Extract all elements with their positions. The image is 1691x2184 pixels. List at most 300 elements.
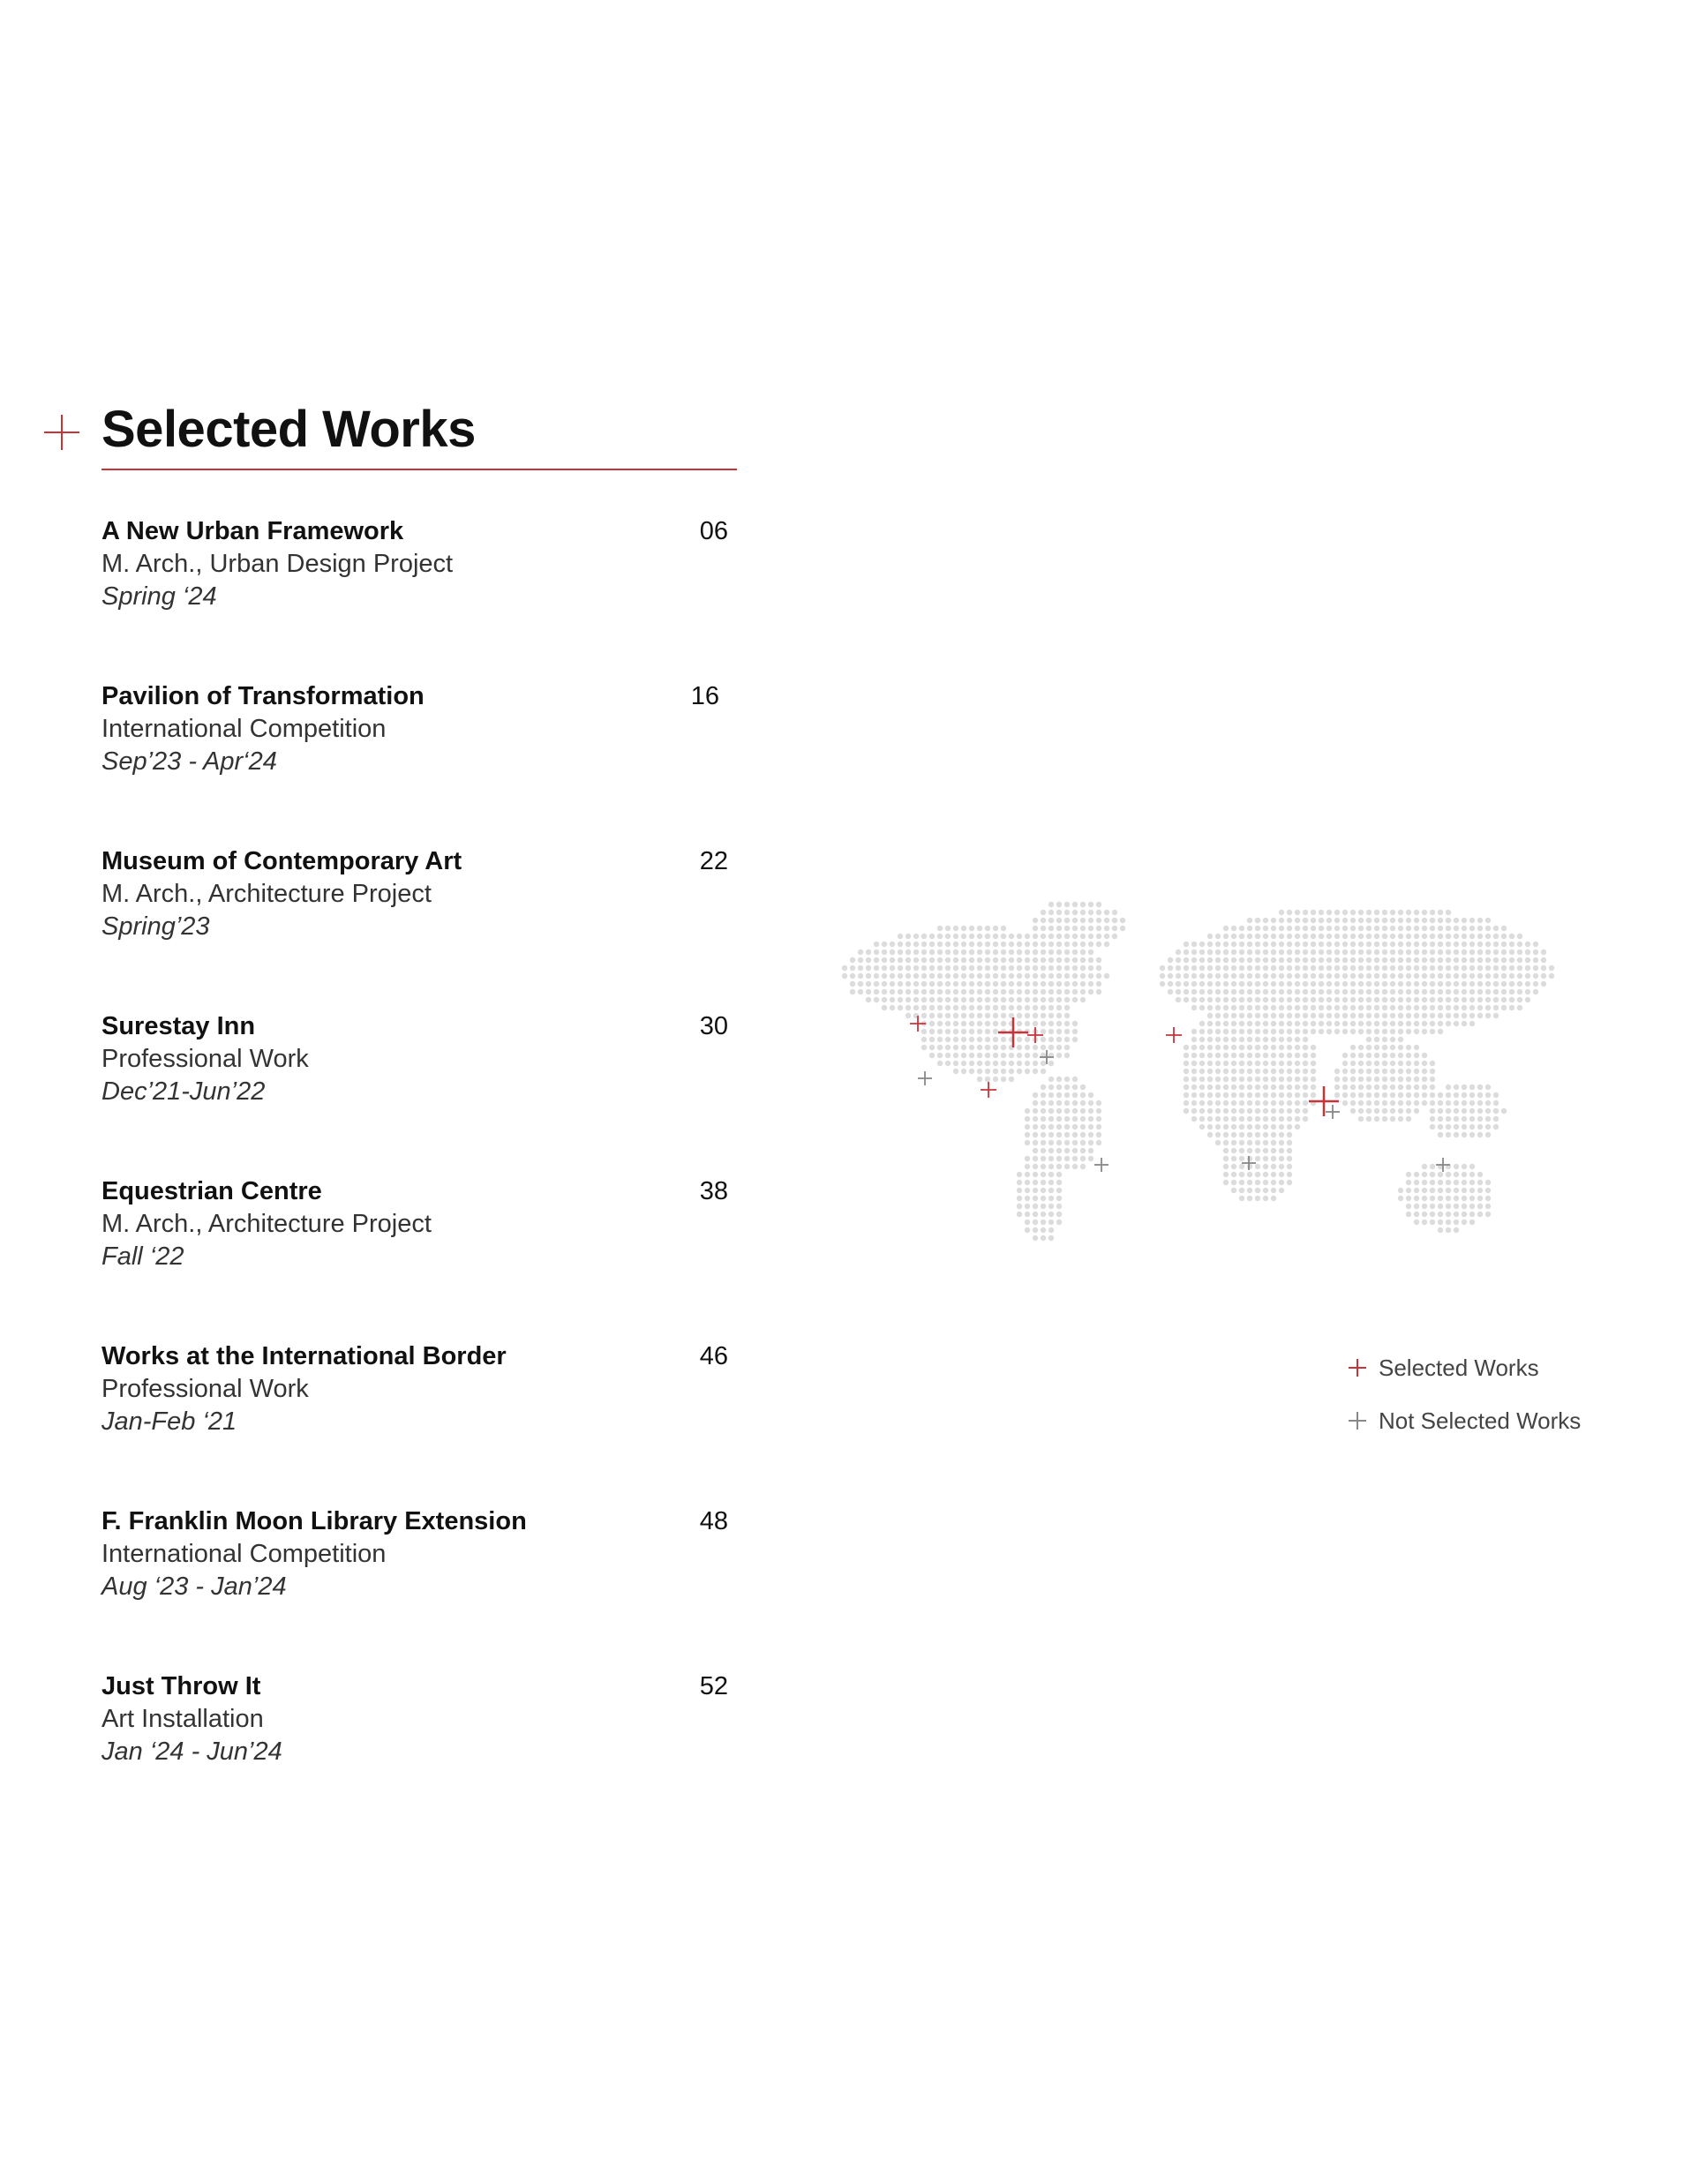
- map-dot: [1184, 1077, 1189, 1082]
- map-dot: [1303, 981, 1308, 987]
- map-dot: [1279, 981, 1284, 987]
- map-dot: [1446, 1204, 1451, 1209]
- map-dot: [1080, 910, 1086, 915]
- map-dot: [1446, 989, 1451, 994]
- work-item[interactable]: [101, 1175, 737, 1340]
- map-dot: [1295, 1029, 1300, 1034]
- map-dot: [1207, 997, 1213, 1002]
- map-dot: [1239, 1156, 1244, 1161]
- map-dot: [1430, 934, 1435, 939]
- map-dot: [1287, 1180, 1292, 1185]
- map-dot: [1207, 1053, 1213, 1058]
- map-dot: [1374, 973, 1379, 979]
- map-dot: [1390, 910, 1395, 915]
- map-dot: [1446, 965, 1451, 971]
- map-dot: [1422, 981, 1427, 987]
- map-dot: [882, 981, 887, 987]
- map-dot: [1350, 1069, 1356, 1074]
- map-dot: [866, 949, 871, 955]
- map-dot: [985, 1077, 990, 1082]
- map-dot: [1406, 934, 1411, 939]
- map-dot: [1287, 949, 1292, 955]
- map-dot: [1056, 926, 1062, 931]
- map-dot: [1422, 1069, 1427, 1074]
- map-dot: [1438, 957, 1443, 963]
- map-dot: [929, 1005, 935, 1010]
- map-dot: [1239, 957, 1244, 963]
- map-dot: [1025, 1140, 1030, 1145]
- map-dot: [1358, 949, 1364, 955]
- map-dot: [1279, 1061, 1284, 1066]
- map-dot: [1462, 973, 1467, 979]
- map-dot: [1263, 1164, 1268, 1169]
- map-dot: [898, 934, 903, 939]
- map-dot: [1374, 981, 1379, 987]
- map-dot: [1485, 1188, 1491, 1193]
- map-dot: [1048, 1164, 1054, 1169]
- map-dot: [1271, 1196, 1276, 1201]
- map-dot: [1541, 965, 1546, 971]
- map-dot: [1009, 989, 1014, 994]
- map-dot: [1485, 1005, 1491, 1010]
- map-dot: [1493, 989, 1499, 994]
- work-type: Art Installation: [101, 1705, 264, 1733]
- map-dot: [1191, 1069, 1197, 1074]
- map-dot: [993, 934, 998, 939]
- map-dot: [1064, 918, 1070, 923]
- map-dot: [1358, 1092, 1364, 1098]
- map-dot: [929, 942, 935, 947]
- map-dot: [1398, 1037, 1403, 1042]
- map-dot: [1247, 934, 1252, 939]
- map-dot: [1247, 949, 1252, 955]
- map-dot: [1247, 1092, 1252, 1098]
- map-dot: [1342, 926, 1348, 931]
- map-dot: [1017, 1021, 1022, 1026]
- map-dot: [1358, 910, 1364, 915]
- map-dot: [1056, 1188, 1062, 1193]
- map-dot: [1446, 942, 1451, 947]
- map-dot: [1001, 965, 1006, 971]
- map-dot: [1493, 1116, 1499, 1122]
- map-dot: [1422, 989, 1427, 994]
- map-dot: [1366, 1100, 1372, 1106]
- map-dot: [1311, 1005, 1316, 1010]
- map-dot: [1350, 910, 1356, 915]
- map-dot: [1199, 973, 1205, 979]
- map-dot: [1064, 1092, 1070, 1098]
- map-dot: [1064, 981, 1070, 987]
- map-dot: [1469, 1100, 1475, 1106]
- map-dot: [1398, 1069, 1403, 1074]
- map-dot: [1350, 957, 1356, 963]
- map-dot: [1446, 949, 1451, 955]
- map-dot: [1462, 1204, 1467, 1209]
- map-dot: [1080, 934, 1086, 939]
- work-item[interactable]: [101, 1505, 737, 1670]
- map-dot: [1406, 1061, 1411, 1066]
- map-dot: [1422, 1100, 1427, 1106]
- map-dot: [1509, 965, 1514, 971]
- map-dot: [1239, 1077, 1244, 1082]
- map-dot: [1056, 957, 1062, 963]
- map-dot: [1199, 1116, 1205, 1122]
- work-item[interactable]: [101, 515, 737, 680]
- map-dot: [1398, 926, 1403, 931]
- map-dot: [1271, 1005, 1276, 1010]
- map-dot: [1366, 949, 1372, 955]
- work-item[interactable]: [101, 845, 737, 1010]
- map-dot: [1446, 1188, 1451, 1193]
- map-dot: [1390, 1029, 1395, 1034]
- map-dot: [1184, 942, 1189, 947]
- map-dot: [1223, 1053, 1229, 1058]
- work-item[interactable]: [101, 1670, 737, 1835]
- map-dot: [985, 1005, 990, 1010]
- map-dot: [961, 1069, 966, 1074]
- map-dot: [1390, 1077, 1395, 1082]
- map-dot: [906, 965, 911, 971]
- map-dot: [1398, 918, 1403, 923]
- map-dot: [1382, 926, 1387, 931]
- map-dot: [1263, 926, 1268, 931]
- map-dot: [1088, 934, 1094, 939]
- map-dot: [1446, 973, 1451, 979]
- map-dot: [985, 934, 990, 939]
- map-dot: [1406, 1045, 1411, 1050]
- map-dot: [1342, 1021, 1348, 1026]
- map-dot: [1366, 918, 1372, 923]
- map-dot: [1462, 1092, 1467, 1098]
- map-dot: [882, 942, 887, 947]
- map-dot: [1398, 1092, 1403, 1098]
- map-dot: [1255, 1045, 1260, 1050]
- map-dot: [1438, 934, 1443, 939]
- map-dot: [1041, 1005, 1046, 1010]
- map-dot: [1271, 918, 1276, 923]
- map-dot: [1048, 1116, 1054, 1122]
- map-dot: [929, 989, 935, 994]
- map-dot: [1414, 1180, 1419, 1185]
- map-dot: [1056, 997, 1062, 1002]
- map-dot: [1414, 981, 1419, 987]
- map-dot: [1017, 934, 1022, 939]
- map-dot: [1398, 981, 1403, 987]
- map-dot: [993, 1021, 998, 1026]
- map-dot: [1231, 1148, 1236, 1153]
- map-dot: [1041, 1061, 1046, 1066]
- map-dot: [1048, 1172, 1054, 1177]
- map-dot: [1033, 1164, 1038, 1169]
- map-dot: [1303, 1053, 1308, 1058]
- map-dot: [921, 957, 927, 963]
- map-dot: [945, 997, 951, 1002]
- map-dot: [1025, 1164, 1030, 1169]
- not-selected-work-marker: [918, 1071, 932, 1085]
- map-dot: [1199, 1053, 1205, 1058]
- map-dot: [1350, 918, 1356, 923]
- map-dot: [1056, 1212, 1062, 1217]
- map-dot: [921, 1005, 927, 1010]
- map-dot: [1446, 1180, 1451, 1185]
- map-dot: [1334, 981, 1340, 987]
- work-item[interactable]: [101, 1010, 737, 1175]
- map-dot: [1485, 1108, 1491, 1114]
- map-dot: [1033, 1156, 1038, 1161]
- map-dot: [1263, 942, 1268, 947]
- map-dot: [1017, 949, 1022, 955]
- map-dot: [1358, 1021, 1364, 1026]
- map-dot: [1334, 1069, 1340, 1074]
- map-dot: [1223, 957, 1229, 963]
- map-dot: [1215, 981, 1221, 987]
- map-dot: [985, 965, 990, 971]
- map-dot: [1287, 1069, 1292, 1074]
- map-dot: [1207, 1061, 1213, 1066]
- legend-item-not-selected: [1349, 1394, 1581, 1447]
- map-dot: [1096, 1140, 1101, 1145]
- map-dot: [961, 1045, 966, 1050]
- map-dot: [1064, 997, 1070, 1002]
- map-dot: [1255, 957, 1260, 963]
- map-dot: [1263, 1148, 1268, 1153]
- map-dot: [1390, 1092, 1395, 1098]
- map-dot: [1048, 957, 1054, 963]
- map-dot: [1303, 949, 1308, 955]
- map-dot: [1247, 942, 1252, 947]
- map-dot: [1326, 1005, 1332, 1010]
- map-dot: [1326, 1021, 1332, 1026]
- map-dot: [1525, 981, 1530, 987]
- map-dot: [1231, 1077, 1236, 1082]
- map-dot: [906, 934, 911, 939]
- map-dot: [1390, 1100, 1395, 1106]
- map-dot: [1279, 1140, 1284, 1145]
- map-dot: [1454, 949, 1459, 955]
- map-dot: [1533, 981, 1538, 987]
- map-dot: [1414, 1092, 1419, 1098]
- map-dot: [1056, 1053, 1062, 1058]
- map-dot: [913, 942, 919, 947]
- map-dot: [1390, 957, 1395, 963]
- work-title: Pavilion of Transformation: [101, 682, 425, 710]
- map-dot: [1104, 926, 1109, 931]
- map-dot: [1287, 1172, 1292, 1177]
- work-item[interactable]: [101, 1340, 737, 1505]
- map-dot: [1072, 902, 1078, 907]
- map-dot: [961, 981, 966, 987]
- map-dot: [1279, 1188, 1284, 1193]
- map-dot: [953, 1069, 958, 1074]
- map-dot: [1207, 934, 1213, 939]
- work-title: Museum of Contemporary Art: [101, 847, 462, 875]
- map-dot: [1255, 1100, 1260, 1106]
- map-dot: [1438, 989, 1443, 994]
- map-dot: [906, 957, 911, 963]
- map-dot: [1207, 1005, 1213, 1010]
- map-dot: [1287, 918, 1292, 923]
- map-dot: [1517, 934, 1522, 939]
- map-dot: [1033, 1013, 1038, 1018]
- map-dot: [1223, 1037, 1229, 1042]
- map-dot: [866, 973, 871, 979]
- map-dot: [953, 973, 958, 979]
- map-dot: [1374, 1100, 1379, 1106]
- map-dot: [890, 997, 895, 1002]
- map-dot: [1382, 1013, 1387, 1018]
- map-dot: [1326, 973, 1332, 979]
- map-dot: [1231, 1021, 1236, 1026]
- map-dot: [1319, 957, 1324, 963]
- work-page-number: 48: [699, 1507, 728, 1535]
- map-dot: [1072, 926, 1078, 931]
- map-dot: [1390, 1116, 1395, 1122]
- map-dot: [969, 989, 974, 994]
- map-dot: [1255, 918, 1260, 923]
- map-dot: [1088, 989, 1094, 994]
- map-dot: [1199, 997, 1205, 1002]
- map-dot: [1096, 965, 1101, 971]
- map-dot: [1287, 1140, 1292, 1145]
- map-dot: [1263, 1069, 1268, 1074]
- map-dot: [1477, 957, 1483, 963]
- map-dot: [1390, 942, 1395, 947]
- map-dot: [1231, 997, 1236, 1002]
- map-dot: [1398, 1045, 1403, 1050]
- map-dot: [1509, 973, 1514, 979]
- map-dot: [1525, 942, 1530, 947]
- work-page-number: 22: [699, 847, 728, 875]
- map-dot: [1255, 1148, 1260, 1153]
- map-dot: [1048, 1235, 1054, 1241]
- map-dot: [1223, 1005, 1229, 1010]
- map-dot: [1469, 949, 1475, 955]
- map-dot: [1446, 1013, 1451, 1018]
- work-title: A New Urban Framework: [101, 517, 404, 545]
- map-dot: [1239, 1164, 1244, 1169]
- map-dot: [1469, 926, 1475, 931]
- map-dot: [945, 1029, 951, 1034]
- map-dot: [1414, 1172, 1419, 1177]
- map-dot: [1469, 1021, 1475, 1026]
- map-dot: [1358, 1045, 1364, 1050]
- map-dot: [1041, 1029, 1046, 1034]
- map-dot: [1255, 1164, 1260, 1169]
- map-dot: [1326, 918, 1332, 923]
- map-dot: [1295, 1013, 1300, 1018]
- map-dot: [1350, 997, 1356, 1002]
- map-dot: [985, 1053, 990, 1058]
- map-dot: [1279, 1069, 1284, 1074]
- work-date: Sep’23 - Apr‘24: [101, 747, 277, 776]
- map-dot: [945, 1045, 951, 1050]
- map-dot: [1406, 926, 1411, 931]
- map-dot: [1279, 926, 1284, 931]
- map-dot: [1414, 1029, 1419, 1034]
- map-dot: [1184, 981, 1189, 987]
- map-dot: [1303, 965, 1308, 971]
- map-dot: [1446, 1116, 1451, 1122]
- map-dot: [1223, 997, 1229, 1002]
- map-dot: [1009, 1061, 1014, 1066]
- map-dot: [1255, 1116, 1260, 1122]
- map-dot: [1422, 997, 1427, 1002]
- map-dot: [937, 1053, 943, 1058]
- map-dot: [1358, 981, 1364, 987]
- map-dot: [1342, 910, 1348, 915]
- map-dot: [1430, 1180, 1435, 1185]
- map-dot: [1485, 1092, 1491, 1098]
- map-dot: [929, 934, 935, 939]
- map-dot: [913, 949, 919, 955]
- map-dot: [1072, 1140, 1078, 1145]
- map-dot: [1255, 1053, 1260, 1058]
- map-dot: [1263, 949, 1268, 955]
- map-dot: [1041, 949, 1046, 955]
- map-dot: [1271, 1140, 1276, 1145]
- map-dot: [1390, 989, 1395, 994]
- work-item[interactable]: [101, 680, 737, 845]
- map-dot: [1350, 1108, 1356, 1114]
- map-dot: [1287, 1029, 1292, 1034]
- map-dot: [1001, 1021, 1006, 1026]
- map-dot: [1414, 949, 1419, 955]
- map-dot: [1215, 1100, 1221, 1106]
- map-dot: [1358, 1100, 1364, 1106]
- map-dot: [1398, 1188, 1403, 1193]
- map-dot: [1319, 989, 1324, 994]
- map-dot: [953, 934, 958, 939]
- map-dot: [1477, 918, 1483, 923]
- map-dot: [945, 1053, 951, 1058]
- map-dot: [1311, 1029, 1316, 1034]
- map-dot: [1493, 949, 1499, 955]
- map-dot: [1056, 965, 1062, 971]
- map-dot: [1017, 1188, 1022, 1193]
- map-dot: [1231, 1116, 1236, 1122]
- map-dot: [1056, 902, 1062, 907]
- map-dot: [1199, 942, 1205, 947]
- map-dot: [985, 1061, 990, 1066]
- map-dot: [1390, 1037, 1395, 1042]
- map-dot: [921, 1037, 927, 1042]
- map-dot: [866, 981, 871, 987]
- map-dot: [1366, 1061, 1372, 1066]
- map-dot: [1033, 1220, 1038, 1225]
- map-dot: [929, 1013, 935, 1018]
- map-dot: [1033, 1212, 1038, 1217]
- map-dot: [1358, 1108, 1364, 1114]
- map-dot: [1072, 1092, 1078, 1098]
- map-dot: [1326, 981, 1332, 987]
- map-dot: [953, 1045, 958, 1050]
- map-dot: [937, 973, 943, 979]
- map-dot: [1199, 965, 1205, 971]
- map-dot: [1255, 973, 1260, 979]
- map-dot: [1501, 949, 1507, 955]
- map-dot: [1041, 1235, 1046, 1241]
- map-dot: [1096, 918, 1101, 923]
- map-dot: [890, 989, 895, 994]
- map-dot: [1223, 1029, 1229, 1034]
- map-dot: [1239, 1037, 1244, 1042]
- map-dot: [1271, 926, 1276, 931]
- map-dot: [1271, 949, 1276, 955]
- map-dot: [969, 997, 974, 1002]
- map-dot: [977, 989, 982, 994]
- map-dot: [1287, 1084, 1292, 1090]
- map-dot: [1430, 1204, 1435, 1209]
